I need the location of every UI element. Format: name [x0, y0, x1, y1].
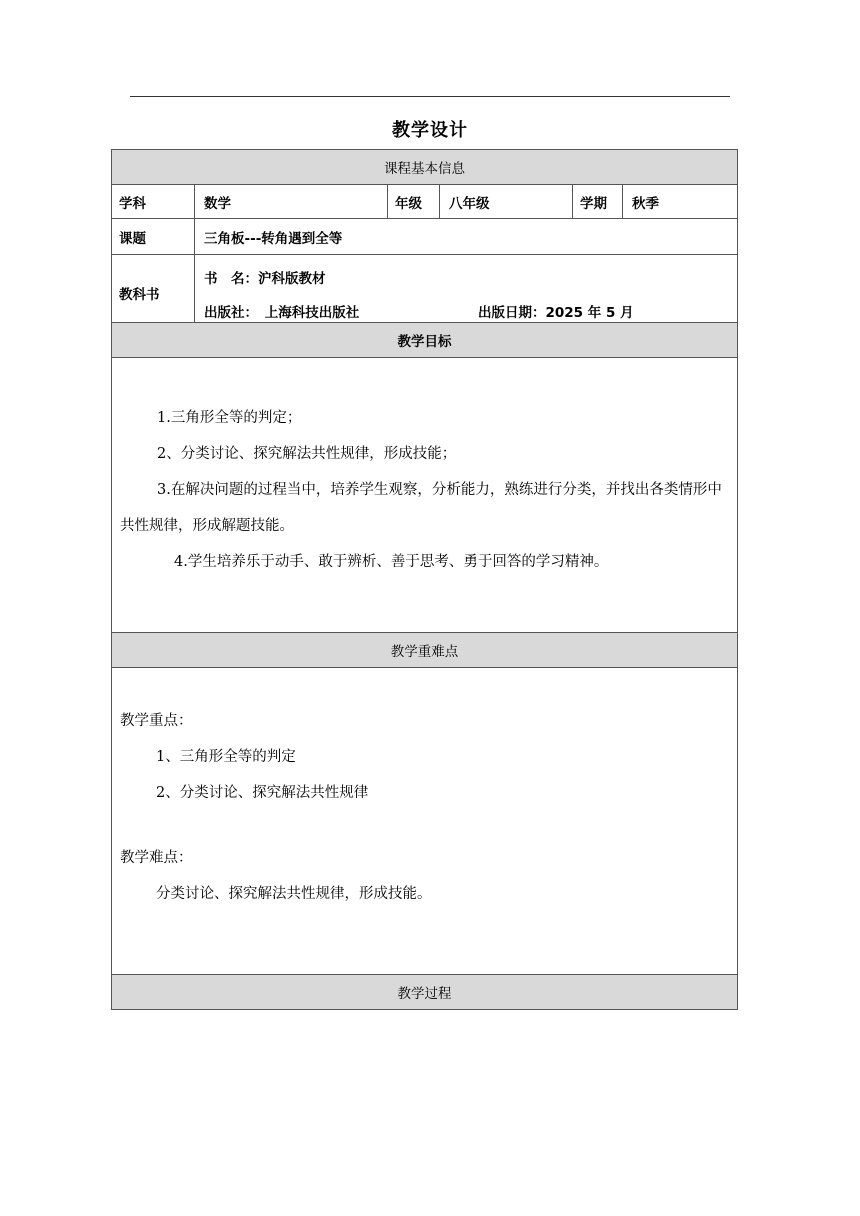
lesson-plan-table — [111, 149, 738, 1010]
book-name: 书 名：沪科版教材 — [204, 270, 326, 287]
grade-label: 年级 — [388, 185, 440, 219]
subject-value: 数学 — [195, 185, 388, 219]
focus-item: 2、分类讨论、探究解法共性规律 — [156, 785, 369, 801]
goal-item: 3.在解决问题的过程当中，培养学生观察，分析能力，熟练进行分类，并找出各类情形中共性规律，形成解题技能。 — [120, 482, 722, 534]
goals-row — [112, 358, 738, 633]
key-points-header-row — [112, 633, 738, 668]
goal-item: 2、分类讨论、探究解法共性规律，形成技能； — [157, 446, 457, 462]
difficulty-label: 教学难点： — [120, 850, 193, 866]
textbook-info — [195, 255, 738, 323]
subject-label: 学科 — [112, 185, 195, 219]
textbook-label-text: 教科书 — [119, 286, 160, 303]
focus-label: 教学重点： — [120, 713, 193, 729]
process-header-row — [112, 975, 738, 1010]
basic-info-header-row — [112, 150, 738, 185]
subject-row — [112, 185, 738, 219]
term-value: 秋季 — [623, 185, 738, 219]
publisher-line — [195, 301, 737, 319]
key-points-content — [112, 668, 738, 975]
term-label: 学期 — [573, 185, 623, 219]
basic-info-header: 课程基本信息 — [112, 150, 738, 185]
topic-label: 课题 — [112, 219, 195, 255]
focus-item: 1、三角形全等的判定 — [156, 749, 296, 765]
difficulty-text: 分类讨论、探究解法共性规律，形成技能。 — [156, 886, 432, 902]
goal-item: 1.三角形全等的判定； — [157, 410, 302, 426]
top-rule — [130, 96, 730, 97]
process-header: 教学过程 — [112, 975, 738, 1010]
goals-header-row — [112, 323, 738, 358]
key-points-header: 教学重难点 — [112, 633, 738, 668]
page-title: 教学设计 — [392, 120, 468, 141]
grade-value: 八年级 — [440, 185, 573, 219]
goals-header: 教学目标 — [112, 323, 738, 358]
topic-value: 三角板---转角遇到全等 — [195, 219, 738, 255]
textbook-label — [112, 255, 195, 323]
publish-date: 出版日期：2025 年 5 月 — [478, 304, 634, 321]
topic-row — [112, 219, 738, 255]
publisher: 出版社： 上海科技出版社 — [204, 304, 360, 321]
goal-item: 4.学生培养乐于动手、敢于辨析、善于思考、勇于回答的学习精神。 — [174, 554, 609, 570]
textbook-row — [112, 255, 738, 323]
goals-content — [112, 358, 738, 633]
key-points-row — [112, 668, 738, 975]
